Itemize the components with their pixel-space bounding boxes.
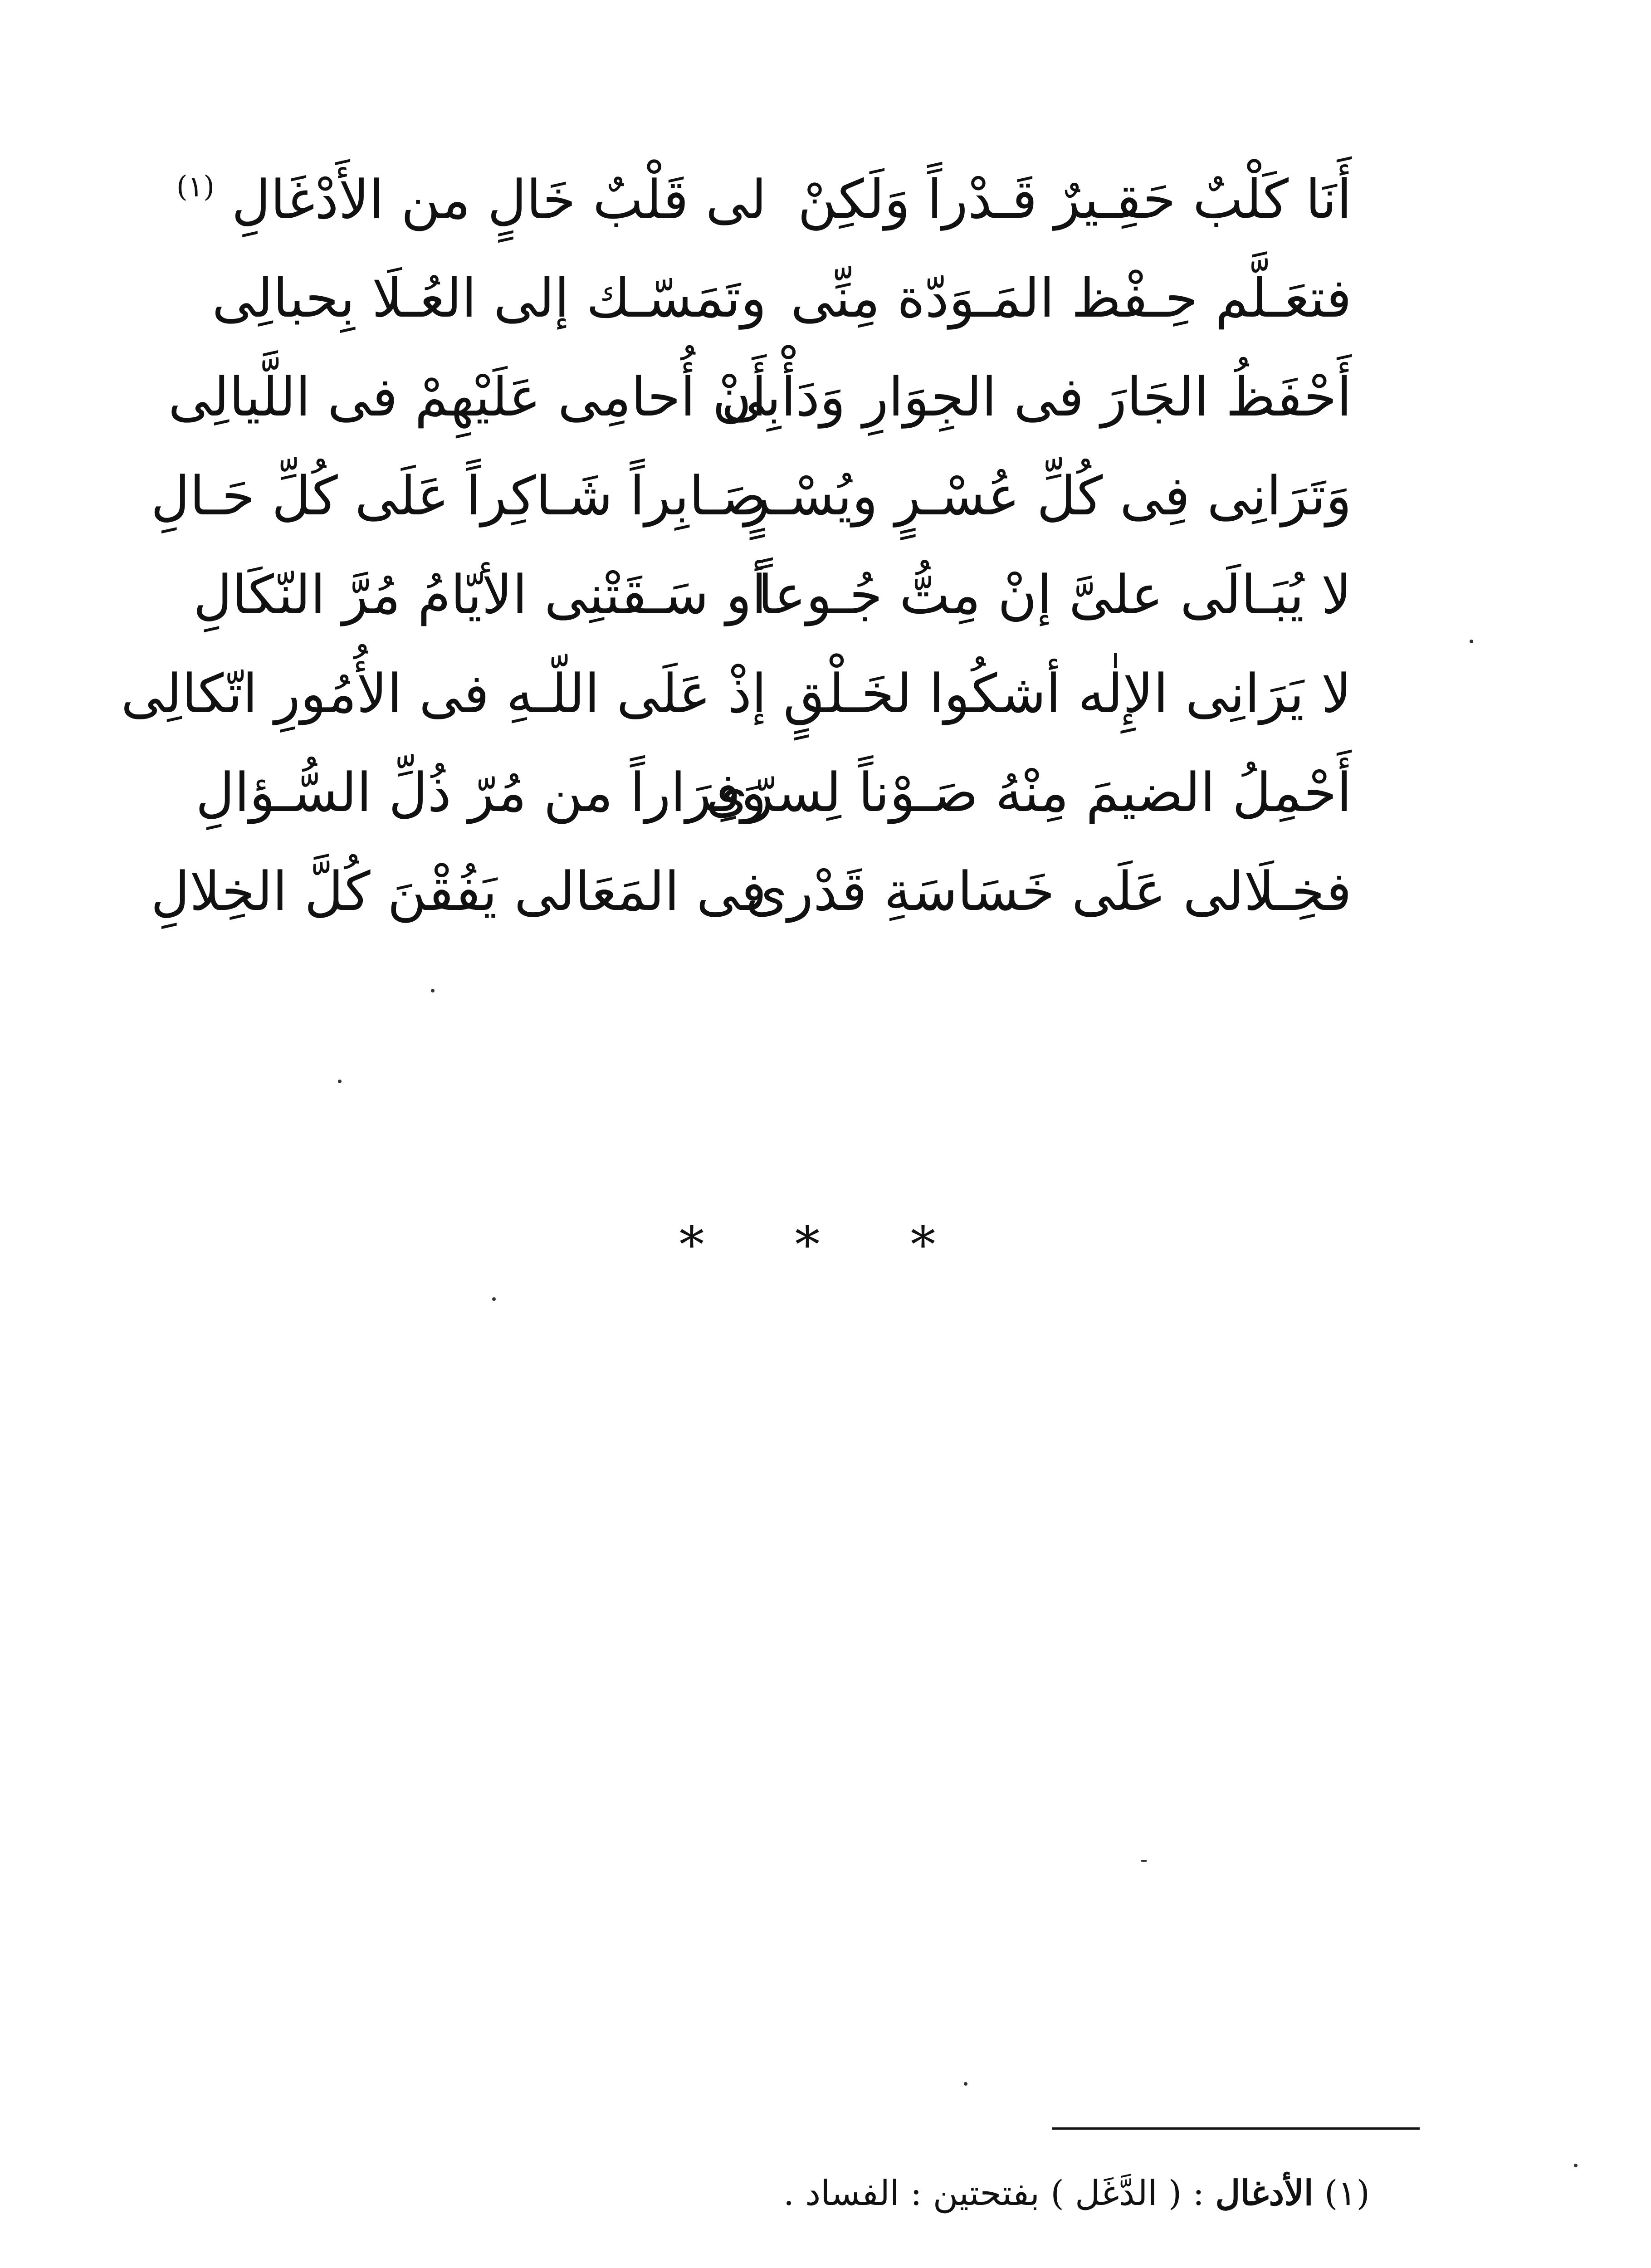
verse-4 [151,446,1352,545]
hemistich-first: فتعَـلَّم حِـفْظ المَـوَدّة مِنِّى [791,267,1352,329]
separator-star: * [910,1216,972,1274]
verse-8 [151,842,1352,941]
hemistich-second: أَنْ أُحامِى عَلَيْهِمْ فى اللَّيالِى [168,366,767,428]
hemistich-first: وَتَرَانِى فِى كُلِّ عُسْـرٍ ويُسْـرٍ [744,464,1352,527]
hemistich-second [176,168,767,231]
scan-speck [1574,2164,1578,2167]
separator-star: * [795,1216,856,1274]
scan-speck [1470,640,1473,643]
hemistich-first: أَحْفَظُ الجَارَ فى الجِوَارِ وَدَأْبِى [721,366,1352,428]
hemistich-second-text: لى قَلْبٌ خَالٍ من الأَدْغَالِ [231,168,767,231]
section-separator [0,1216,1651,1274]
hemistich-first: فخِـلَالى عَلَى خَسَاسَةِ قَدْرى [745,860,1352,923]
footnote-number: (١) [1324,2173,1370,2213]
scan-speck [492,1297,496,1301]
scan-speck [1141,1860,1147,1862]
hemistich-second: إذْ عَلَى اللّـهِ فى الأُمُورِ اتّكالِى [121,662,767,725]
hemistich-first: لا يُبَـالَى علىَّ إنْ مِتُّ جُـوعاً [757,563,1352,626]
verse-7 [195,743,1352,842]
verse-1 [176,150,1352,249]
hemistich-first: لا يَرَانِى الإِلٰه أشكُوا لخَـلْقٍ [783,662,1352,725]
hemistich-first: أَحْمِلُ الضيمَ مِنْهُ صَـوْناً لِسرّى [706,761,1352,824]
footnote-term: الأدغال [1215,2173,1314,2213]
verse-2 [212,249,1352,347]
footnote [680,2173,1370,2213]
footnote-text: : ( الدَّغَل ) بفتحتين : الفساد . [783,2173,1205,2213]
scan-speck [964,2082,967,2086]
verse-3 [168,347,1352,446]
separator-star: * [679,1216,741,1274]
scan-speck [338,1080,342,1083]
poem [121,150,1352,941]
hemistich-second: أو سَـقَتْنِى الأيّامُ مُرَّ النّكَالِ [193,563,767,626]
hemistich-second: وتَمَسّـك إلى العُـلَا بِحبالِى [212,267,767,329]
hemistich-first: أَنَا كَلْبٌ حَقِـيرٌ قَـدْراً وَلَكِنْ [797,168,1352,230]
hemistich-second: وَفِرَاراً من مُرّ ذُلِّ السُّـؤالِ [195,761,767,824]
scan-speck [431,989,435,992]
footnote-divider [1052,2127,1420,2130]
verse-6 [121,644,1352,743]
hemistich-second: فى المَعَالى يَفُقْنَ كُلَّ الخِلالِ [151,860,767,923]
footnote-reference-mark: (١) [176,170,215,204]
verse-5 [193,545,1352,644]
hemistich-second: صَـابِراً شَـاكِراً عَلَى كُلِّ حَـالِ [151,464,767,527]
